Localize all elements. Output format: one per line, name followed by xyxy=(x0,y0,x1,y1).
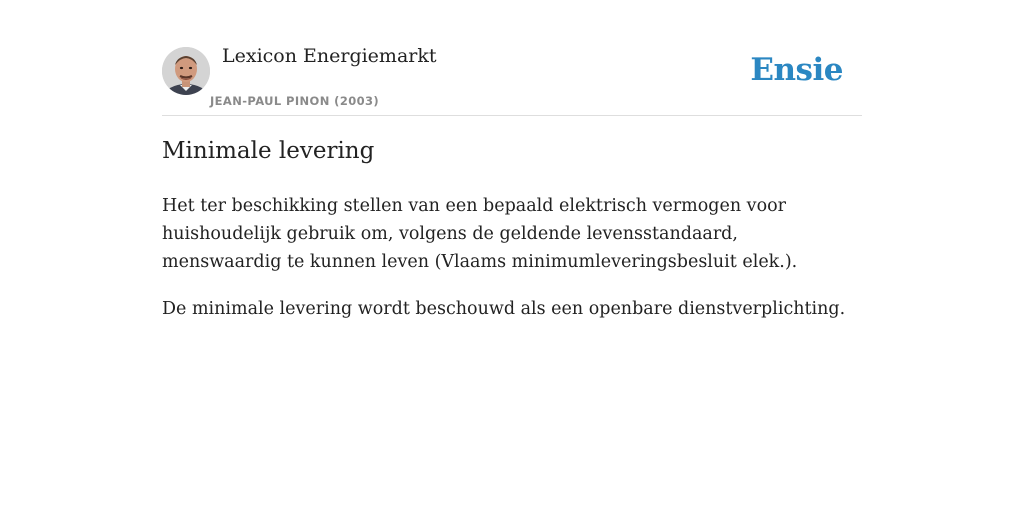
ensie-logo-link[interactable]: Ensie xyxy=(750,52,843,88)
site-title-link[interactable]: Lexicon Energiemarkt xyxy=(222,45,437,67)
author-avatar[interactable] xyxy=(162,47,210,95)
entry-card xyxy=(162,0,862,319)
entry-paragraph: De minimale levering wordt beschouwd als een openbare dienstverplichting. xyxy=(162,299,846,319)
entry-body xyxy=(162,192,862,342)
entry-paragraph: Het ter beschikking stellen van een bepaald elektrisch vermogen voor huishoudelijk gebruik om, volgens de geldende levensstandaard, menswaardig te kunnen leven (Vlaams minimumleveringsbesluit elek.). xyxy=(162,196,798,272)
author-credit: JEAN-PAUL PINON (2003) xyxy=(210,94,380,108)
author-portrait-icon xyxy=(162,47,210,95)
entry-title: Minimale levering xyxy=(162,138,375,164)
entry-header xyxy=(162,0,862,116)
